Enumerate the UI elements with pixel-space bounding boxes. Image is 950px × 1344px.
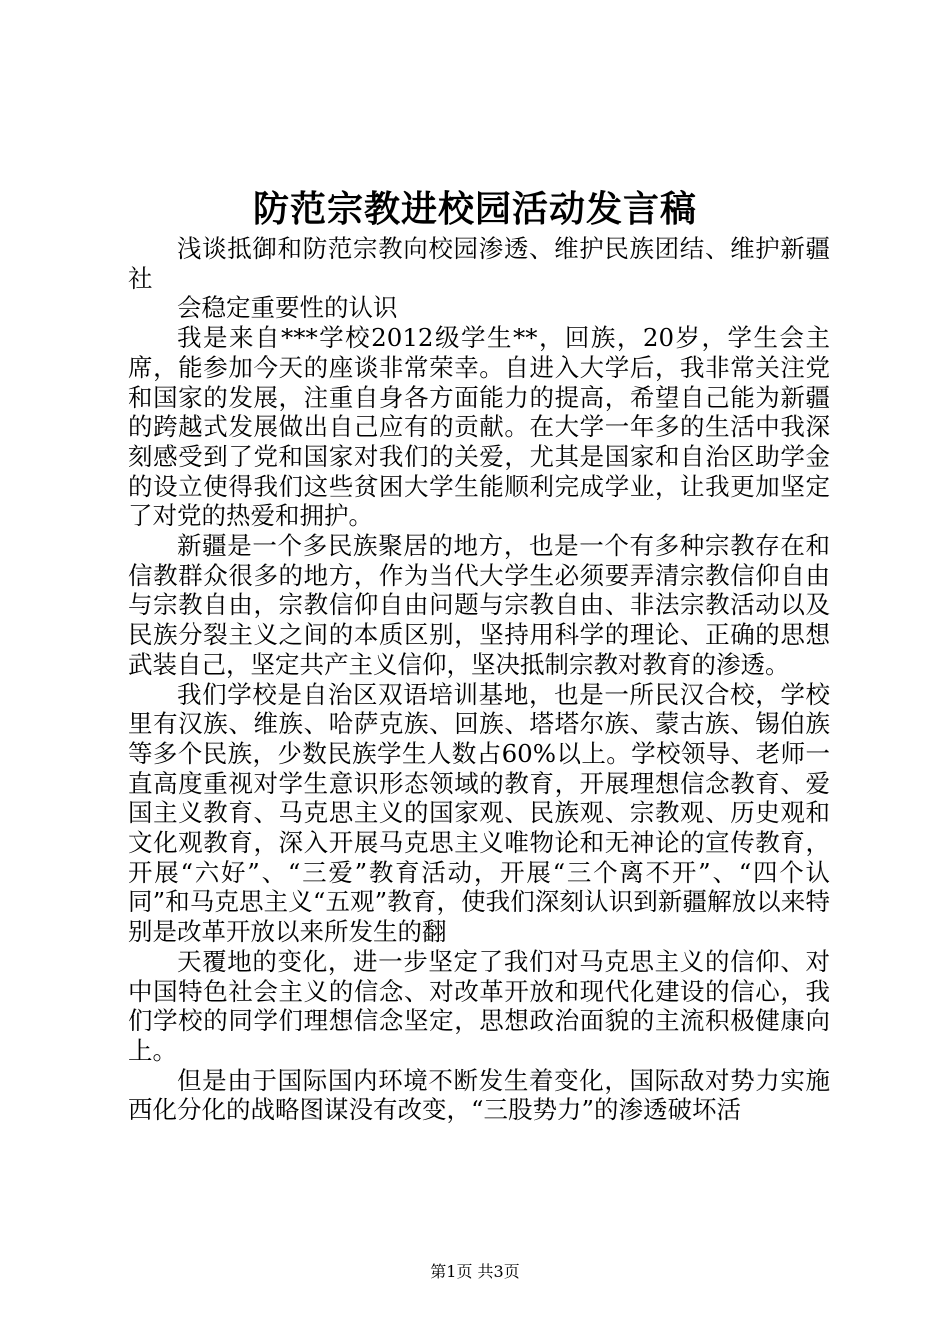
- page-number-footer: 第1页 共3页: [430, 1262, 520, 1281]
- document-title: 防范宗教进校园活动发言稿: [252, 188, 697, 230]
- paragraph: 会稳定重要性的认识: [177, 293, 398, 323]
- paragraph: 浅谈抵御和防范宗教向校园渗透、维护民族团结、维护新疆社: [128, 234, 830, 293]
- paragraph: 我是来自***学校2012级学生**，回族，20岁，学生会主席，能参加今天的座谈非常荣幸。自进入大学后，我非常关注党和国家的发展，注重自身各方面能力的提高，希望自己能为新疆的跨越式发展做出自己应有的贡献。在大学一年多的生活中我深刻感受到了党和国家对我们的关爱，尤其是国家和自治区助学金的设立使得我们这些贫困大学生能顺利完成学业，让我更加坚定了对党的热爱和拥护。: [128, 323, 830, 531]
- paragraph: 天覆地的变化，进一步坚定了我们对马克思主义的信仰、对中国特色社会主义的信念、对改革开放和现代化建设的信心，我们学校的同学们理想信念坚定，思想政治面貌的主流积极健康向上。: [128, 946, 830, 1065]
- paragraph: 我们学校是自治区双语培训基地，也是一所民汉合校，学校里有汉族、维族、哈萨克族、回族、塔塔尔族、蒙古族、锡伯族等多个民族，少数民族学生人数占60%以上。学校领导、老师一直高度重视对学生意识形态领域的教育，开展理想信念教育、爱国主义教育、马克思主义的国家观、民族观、宗教观、历史观和文化观教育，深入开展马克思主义唯物论和无神论的宣传教育，开展“六好”、“三爱”教育活动，开展“三个离不开”、“四个认同”和马克思主义“五观”教育，使我们深刻认识到新疆解放以来特别是改革开放以来所发生的翻: [128, 679, 830, 947]
- paragraph: 但是由于国际国内环境不断发生着变化，国际敌对势力实施西化分化的战略图谋没有改变，“三股势力”的渗透破坏活: [128, 1065, 830, 1125]
- paragraph: 新疆是一个多民族聚居的地方，也是一个有多种宗教存在和信教群众很多的地方，作为当代大学生必须要弄清宗教信仰自由与宗教自由，宗教信仰自由问题与宗教自由、非法宗教活动以及民族分裂主义之间的本质区别，坚持用科学的理论、正确的思想武装自己，坚定共产主义信仰，坚决抵制宗教对教育的渗透。: [128, 531, 830, 679]
- document-body: [128, 234, 830, 1125]
